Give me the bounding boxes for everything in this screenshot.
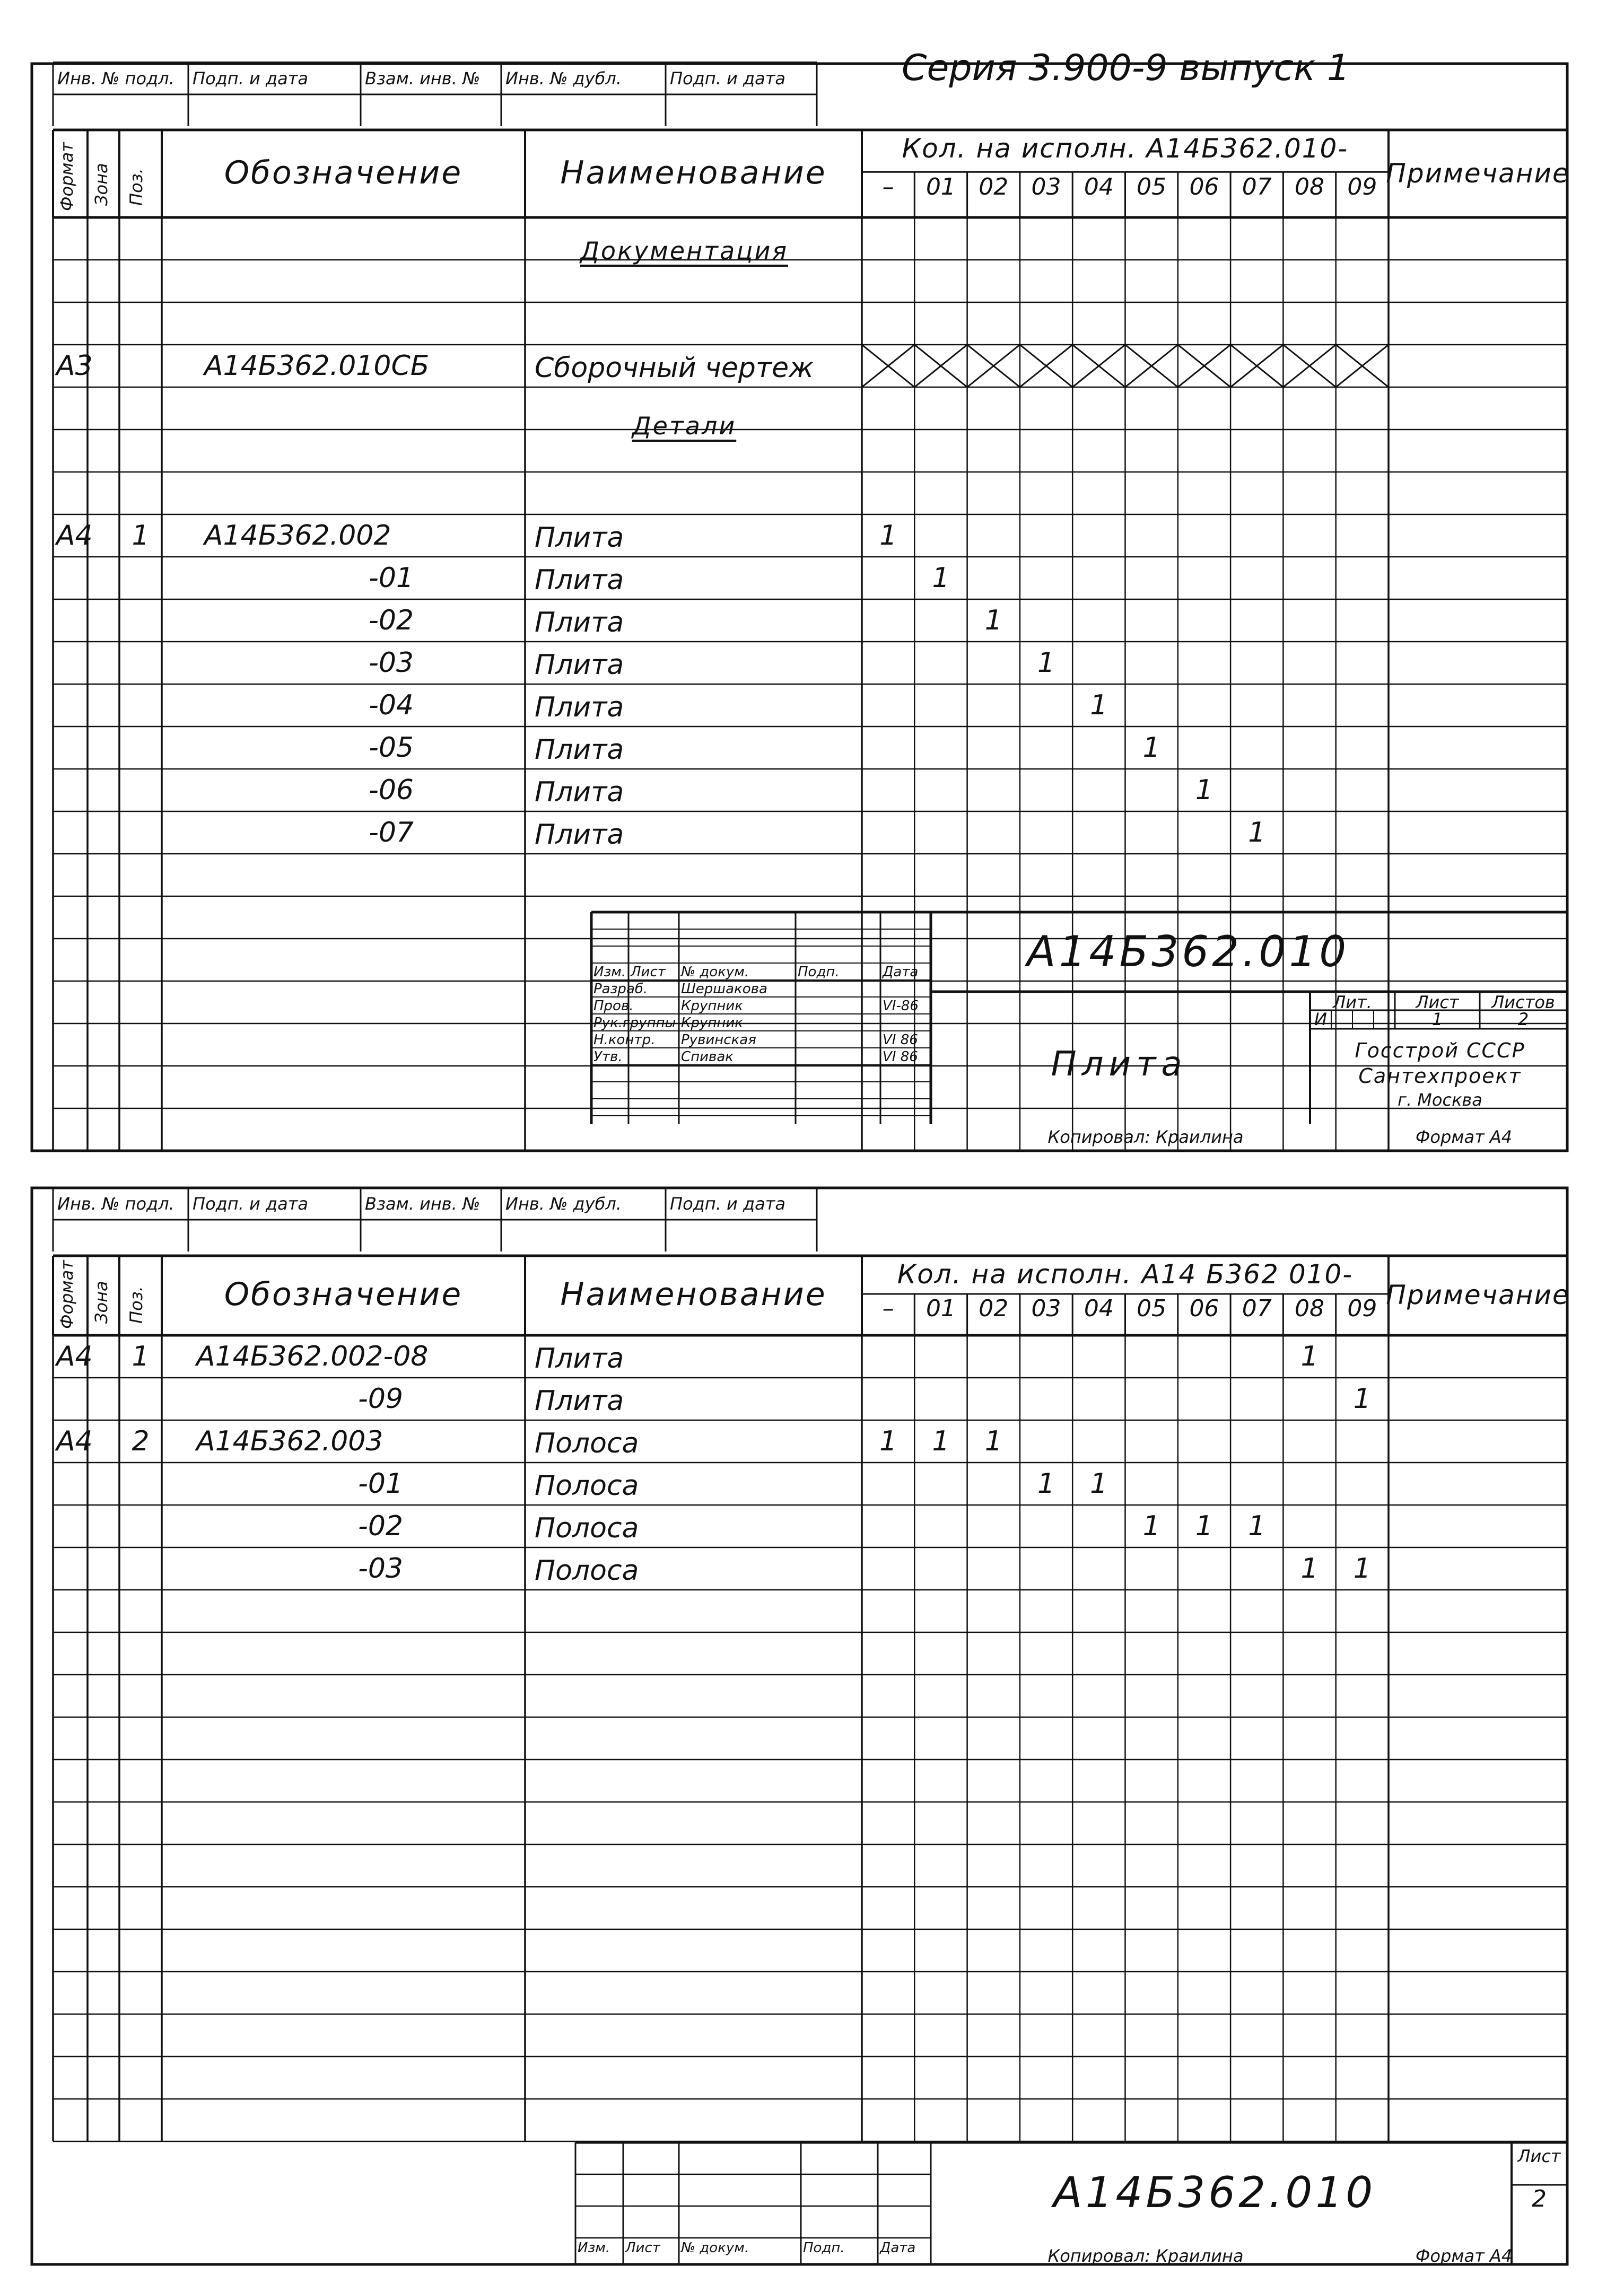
format-1: Формат А4 [1415, 1127, 1513, 1147]
row-designation: А14Б362.003 [196, 1425, 383, 1457]
archive-podp-data-2: Подп. и дата [193, 1194, 308, 1214]
header-name-2: Наименование [560, 1276, 827, 1313]
header-zone-2: Зона [91, 1281, 111, 1324]
row-qty: 1 [1037, 1468, 1055, 1500]
row-qty: 1 [1353, 1553, 1371, 1585]
row-qty: 1 [1248, 817, 1266, 848]
row-qty: 1 [932, 562, 950, 594]
row-position: 1 [132, 1341, 150, 1372]
doc-number-1: А14Б362.010 [1026, 927, 1350, 976]
sheet-value: 1 [1431, 1009, 1443, 1029]
archive-podp-data-2-1: Подп. и дата [670, 68, 785, 89]
row-designation: А14Б362.002-08 [196, 1341, 429, 1372]
row-qty: 1 [1142, 1510, 1160, 1542]
header-variant-1-7: 07 [1242, 173, 1272, 200]
header-zone-1: Зона [91, 163, 111, 206]
titleblock2-label-4: Дата [880, 2240, 916, 2256]
row-qty: 1 [879, 1425, 897, 1457]
header-variant-2-8: 08 [1295, 1295, 1325, 1322]
row-qty: 1 [1353, 1383, 1371, 1415]
titleblock-label-0: Изм. [593, 964, 626, 980]
row-designation: А14Б362.002 [204, 520, 391, 552]
row-name: Плита [535, 564, 624, 596]
titleblock2-label-0: Изм. [578, 2240, 610, 2256]
row-qty: 1 [1195, 1510, 1213, 1542]
row-designation: -03 [358, 1553, 403, 1585]
titleblock-role: Утв. [593, 1049, 623, 1065]
header-variant-2-9: 09 [1347, 1295, 1377, 1322]
row-qty: 1 [1142, 732, 1160, 764]
row-designation: -02 [358, 1510, 403, 1542]
sheet1-frame [32, 64, 1570, 1151]
row-name: Плита [535, 734, 624, 766]
doc-number-2: А14Б362.010 [1053, 2168, 1376, 2217]
titleblock-label-1: Лист [631, 964, 666, 980]
copied-by-2: Копировал: Краилина [1047, 2246, 1244, 2266]
row-designation: -01 [369, 562, 414, 594]
section-parts: Детали [632, 412, 737, 440]
header-variant-1-6: 06 [1189, 173, 1219, 200]
titleblock2-label-1: Лист [625, 2240, 660, 2256]
format-2: Формат А4 [1415, 2246, 1513, 2266]
row-qty: 1 [1300, 1341, 1319, 1372]
header-variant-2-6: 06 [1189, 1295, 1219, 1322]
row-qty: 1 [984, 1425, 1002, 1457]
sheets-value: 2 [1517, 1009, 1529, 1029]
titleblock-person: Крупник [681, 1015, 743, 1031]
archive-podp-data-1: Подп. и дата [193, 68, 308, 89]
titleblock-person: Крупник [681, 998, 743, 1014]
header-variant-1-5: 05 [1137, 173, 1167, 200]
row-designation: -05 [369, 732, 414, 764]
row-name: Плита [535, 607, 624, 638]
row-name: Плита [535, 776, 624, 808]
row-position: 1 [132, 520, 150, 552]
header-pos-2: Поз. [126, 1286, 146, 1324]
row-designation: -03 [369, 647, 414, 679]
row-qty: 1 [1248, 1510, 1266, 1542]
header-note-1: Примечание [1386, 158, 1570, 189]
copied-by-1: Копировал: Краилина [1047, 1127, 1244, 1147]
titleblock-date: VI 86 [883, 1049, 918, 1065]
archive-inv-dubl-2: Инв. № дубл. [505, 1194, 622, 1214]
header-variant-2-5: 05 [1137, 1295, 1167, 1322]
header-variant-1-2: 02 [979, 173, 1009, 200]
row-qty: 1 [1090, 1468, 1108, 1500]
archive-inv-podl-2: Инв. № подл. [57, 1194, 174, 1214]
titleblock-label-3: Подп. [798, 964, 840, 980]
row-format: А4 [56, 1425, 93, 1457]
header-name-1: Наименование [560, 154, 827, 191]
header-format-2: Формат [57, 1260, 77, 1329]
row-name: Полоса [535, 1555, 639, 1587]
lit-label: Лит. [1333, 992, 1372, 1012]
titleblock-label-4: Дата [883, 964, 919, 980]
titleblock2-label-3: Подп. [803, 2240, 845, 2256]
sheet2-value: 2 [1532, 2185, 1547, 2212]
row-designation: -09 [358, 1383, 403, 1415]
row-name: Полоса [535, 1470, 639, 1502]
row-designation: -01 [358, 1468, 403, 1500]
titleblock-role: Разраб. [593, 981, 648, 997]
row-name: Сборочный чертеж [535, 352, 814, 384]
row-designation: -04 [369, 689, 414, 721]
row-qty: 1 [1300, 1553, 1319, 1585]
sheet2-label: Лист [1517, 2146, 1561, 2166]
archive-inv-dubl-1: Инв. № дубл. [505, 68, 622, 89]
titleblock2-label-2: № докум. [681, 2240, 749, 2256]
row-format: А4 [56, 1341, 93, 1372]
archive-vzam-inv-1: Взам. инв. № [365, 68, 481, 89]
header-format-1: Формат [57, 142, 77, 211]
archive-inv-podl-1: Инв. № подл. [57, 68, 174, 89]
header-variant-2-3: 03 [1031, 1295, 1061, 1322]
titleblock-person: Рувинская [681, 1032, 756, 1048]
row-name: Плита [535, 522, 624, 554]
titleblock-role: Н.контр. [593, 1032, 656, 1048]
sheets-label: Листов [1491, 992, 1555, 1012]
header-pos-1: Поз. [126, 168, 146, 206]
lit-value: И [1314, 1009, 1327, 1029]
row-name: Плита [535, 819, 624, 851]
row-qty: 1 [984, 605, 1002, 636]
row-qty: 1 [932, 1425, 950, 1457]
row-qty: 1 [879, 520, 897, 552]
row-designation: -06 [369, 774, 414, 806]
header-variant-2-0: – [882, 1295, 894, 1322]
org-line-1: Госстрой СССР [1355, 1039, 1525, 1062]
row-name: Полоса [535, 1512, 639, 1544]
archive-vzam-inv-2: Взам. инв. № [365, 1194, 481, 1214]
titleblock-role: Пров. [593, 998, 634, 1014]
org-line-3: г. Москва [1398, 1090, 1482, 1110]
header-variant-1-0: – [882, 173, 894, 200]
row-position: 2 [132, 1425, 150, 1457]
titleblock-date: VI-86 [883, 998, 919, 1014]
row-name: Плита [535, 1343, 624, 1375]
header-variant-1-3: 03 [1031, 173, 1061, 200]
header-designation-1: Обозначение [224, 154, 463, 191]
row-qty: 1 [1195, 774, 1213, 806]
header-qty-2: Кол. на исполн. А14 Б362 010- [897, 1259, 1354, 1290]
titleblock-person: Шершакова [681, 981, 767, 997]
header-variant-1-9: 09 [1347, 173, 1377, 200]
titleblock-label-2: № докум. [681, 964, 749, 980]
row-designation: -02 [369, 605, 414, 636]
sheet-label: Лист [1416, 992, 1459, 1012]
header-variant-2-1: 01 [925, 1295, 956, 1322]
header-variant-1-8: 08 [1295, 173, 1325, 200]
titleblock-date: VI 86 [883, 1032, 918, 1048]
row-designation: -07 [369, 817, 414, 848]
section-documentation: Документация [580, 237, 789, 265]
header-variant-2-4: 04 [1084, 1295, 1114, 1322]
series-header: Серия 3.900-9 выпуск 1 [902, 47, 1350, 89]
product-name: Плита [1051, 1045, 1188, 1084]
row-qty: 1 [1037, 647, 1055, 679]
titleblock-role: Рук.группы [593, 1015, 676, 1031]
header-variant-1-1: 01 [925, 173, 956, 200]
row-format: А3 [56, 350, 93, 382]
row-name: Плита [535, 1385, 624, 1417]
row-name: Полоса [535, 1428, 639, 1459]
header-variant-1-4: 04 [1084, 173, 1114, 200]
row-format: А4 [56, 520, 93, 552]
header-qty-1: Кол. на исполн. А14Б362.010- [902, 133, 1349, 164]
row-designation: А14Б362.010СБ [204, 350, 430, 382]
archive-podp-data-2-2: Подп. и дата [670, 1194, 785, 1214]
titleblock-person: Спивак [681, 1049, 734, 1065]
row-name: Плита [535, 649, 624, 681]
row-qty: 1 [1090, 689, 1108, 721]
header-variant-2-2: 02 [979, 1295, 1009, 1322]
org-line-2: Сантехпроект [1358, 1064, 1522, 1088]
header-designation-2: Обозначение [224, 1276, 463, 1313]
header-variant-2-7: 07 [1242, 1295, 1272, 1322]
header-note-2: Примечание [1386, 1280, 1570, 1310]
row-name: Плита [535, 692, 624, 723]
